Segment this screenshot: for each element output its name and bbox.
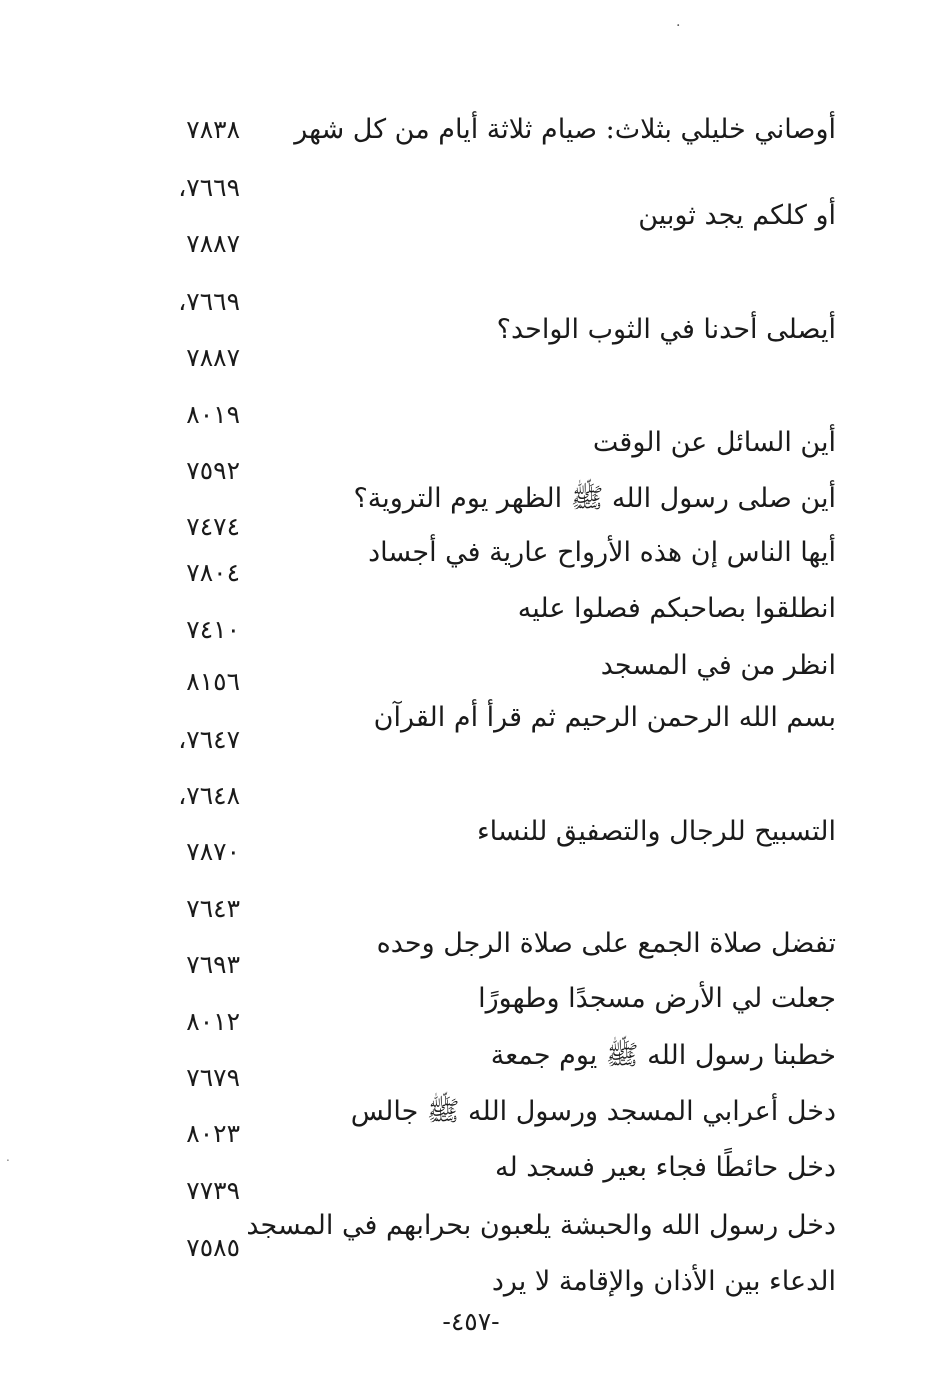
entry-text: دخل حائطًا فجاء بعير فسجد له [494,1152,836,1183]
top-dot-mark: . [676,14,681,30]
reference-number: ٧٨٧٠ [186,837,240,866]
reference-number: ٨٠١٢ [186,1007,240,1036]
entry-text: انظر من في المسجد [600,650,836,681]
entry-text: جعلت لي الأرض مسجدًا وطهورًا [478,983,836,1014]
reference-number: ٧٦٩٣ [186,950,240,979]
entry-text: خطبنا رسول الله ﷺ يوم جمعة [490,1040,836,1071]
reference-number: ٧٦٧٩ [186,1063,240,1092]
reference-number: ٨١٥٦ [186,667,240,696]
reference-number: ٧٨٨٧ [186,343,240,372]
entry-text: أوصاني خليلي بثلاث: صيام ثلاثة أيام من كل شهر [294,114,836,145]
entry-text: أين السائل عن الوقت [592,427,836,458]
entry-text: أيصلى أحدنا في الثوب الواحد؟ [496,314,836,345]
entry-text: تفضل صلاة الجمع على صلاة الرجل وحده [376,928,836,959]
entry-text: التسبيح للرجال والتصفيق للنساء [476,816,836,847]
reference-number: ٧٨٠٤ [186,558,240,587]
reference-number: ٧٨٣٨ [186,115,240,144]
entry-text: انطلقوا بصاحبكم فصلوا عليه [517,593,836,624]
entry-text: أين صلى رسول الله ﷺ الظهر يوم التروية؟ [353,483,836,514]
edge-dot-mark: . [6,1150,10,1164]
reference-number: ٧٦٤٨، [178,781,240,810]
reference-number: ٧٤٧٤ [186,512,240,541]
reference-number: ٧٦٤٧، [178,725,240,754]
reference-number: ٧٤١٠ [186,615,240,644]
reference-number: ٧٦٦٩، [178,173,240,202]
entry-text: الدعاء بين الأذان والإقامة لا يرد [491,1266,836,1297]
reference-number: ٨٠٢٣ [186,1119,240,1148]
reference-number: ٧٦٤٣ [186,894,240,923]
entry-text: دخل أعرابي المسجد ورسول الله ﷺ جالس [350,1096,836,1127]
reference-number: ٧٨٨٧ [186,229,240,258]
page-number: -٤٥٧- [442,1307,500,1336]
reference-number: ٧٦٦٩، [178,287,240,316]
entry-text: دخل رسول الله والحبشة يلعبون بحرابهم في المسجد [246,1210,836,1241]
entry-text: أو كلكم يجد ثوبين [638,200,836,231]
reference-number: ٨٠١٩ [186,400,240,429]
reference-number: ٧٥٨٥ [186,1233,240,1262]
reference-number: ٧٧٣٩ [186,1176,240,1205]
reference-number: ٧٥٩٢ [186,456,240,485]
entry-text: أيها الناس إن هذه الأرواح عارية في أجساد [368,537,836,568]
entry-text: بسم الله الرحمن الرحيم ثم قرأ أم القرآن [373,702,836,733]
